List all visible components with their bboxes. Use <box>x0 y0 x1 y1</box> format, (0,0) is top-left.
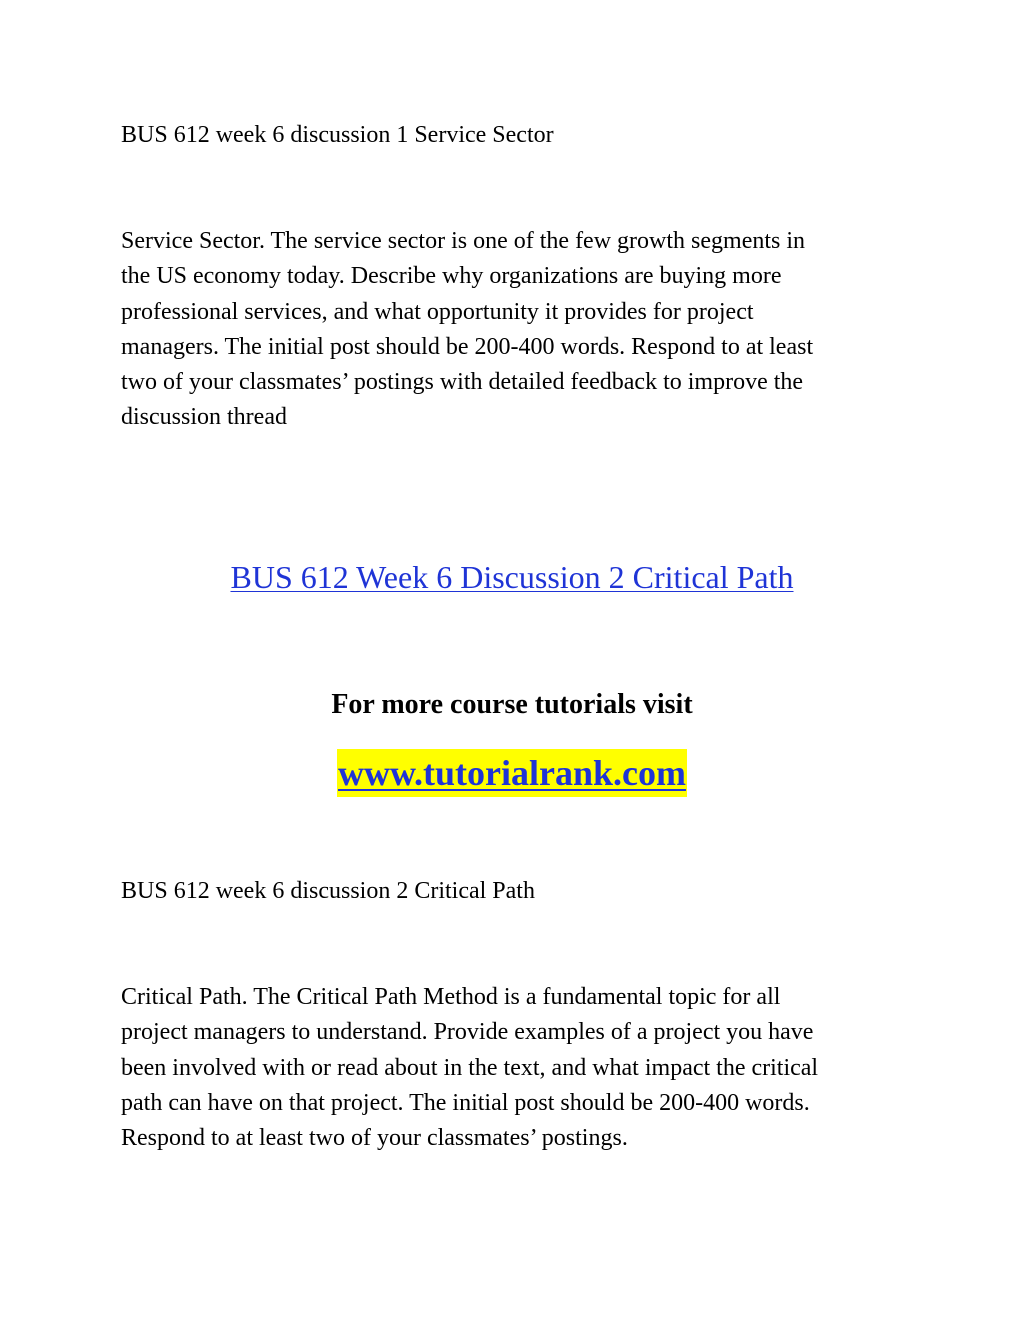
paragraph-line: two of your classmates’ postings with detailed feedback to improve the <box>121 369 804 396</box>
promo-site-wrapper <box>0 749 1024 797</box>
paragraph-line: Critical Path. The Critical Path Method is a fundamental topic for all <box>121 984 781 1010</box>
critical-path-link[interactable]: BUS 612 Week 6 Discussion 2 Critical Path <box>230 559 794 595</box>
paragraph-line: Respond to at least two of your classmates’ postings. <box>121 1125 628 1152</box>
paragraph-line: path can have on that project. The initial post should be 200-400 words. <box>121 1089 810 1116</box>
paragraph-line: Service Sector. The service sector is one of the few growth segments in <box>121 228 806 254</box>
paragraph-line: discussion thread <box>121 404 287 431</box>
critical-path-link-heading <box>0 557 1024 597</box>
promo-label: For more course tutorials visit <box>331 689 693 720</box>
section2-paragraph <box>121 980 911 1156</box>
section1-paragraph <box>121 224 911 436</box>
paragraph-line: professional services, and what opportunity it provides for project <box>121 298 754 325</box>
paragraph-line: the US economy today. Describe why organizations are buying more <box>121 263 782 290</box>
tutorialrank-site-link[interactable]: www.tutorialrank.com <box>337 749 687 797</box>
section1-heading: BUS 612 week 6 discussion 1 Service Sector <box>121 122 554 148</box>
paragraph-line: been involved with or read about in the text, and what impact the critical <box>121 1054 819 1081</box>
paragraph-line: project managers to understand. Provide examples of a project you have <box>121 1019 814 1046</box>
paragraph-line: managers. The initial post should be 200-400 words. Respond to at least <box>121 333 814 360</box>
section2-heading: BUS 612 week 6 discussion 2 Critical Path <box>121 878 535 904</box>
